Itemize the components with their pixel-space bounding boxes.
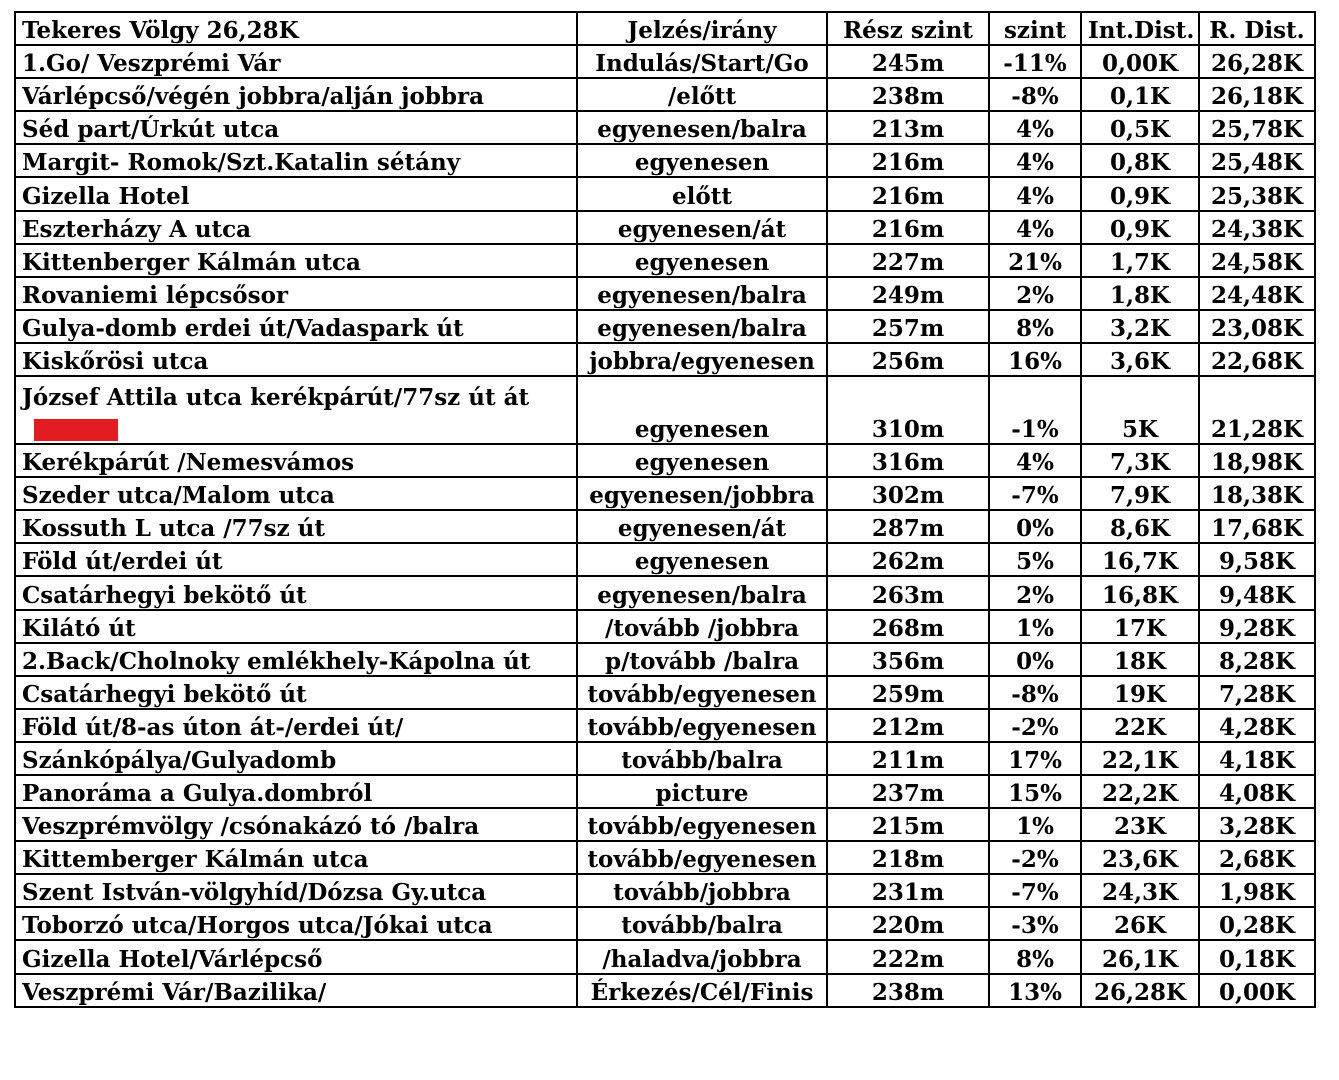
part-level-cell: 259m xyxy=(827,676,989,709)
int-dist-cell: 0,5K xyxy=(1081,111,1199,144)
r-dist-cell: 24,48K xyxy=(1199,277,1315,310)
part-level-cell: 213m xyxy=(827,111,989,144)
direction-cell: tovább/balra xyxy=(577,907,827,940)
header-int-dist: Int.Dist. xyxy=(1081,12,1199,45)
part-level-cell: 302m xyxy=(827,477,989,510)
int-dist-cell: 22K xyxy=(1081,709,1199,742)
waypoint-name-cell: 1.Go/ Veszprémi Vár xyxy=(15,45,577,78)
table-row xyxy=(15,610,1315,643)
r-dist-cell: 26,28K xyxy=(1199,45,1315,78)
waypoint-name-cell: Gulya-domb erdei út/Vadaspark út xyxy=(15,310,577,343)
waypoint-name-cell: Kilátó út xyxy=(15,610,577,643)
level-cell: 1% xyxy=(989,808,1081,841)
int-dist-cell: 18K xyxy=(1081,643,1199,676)
waypoint-name-cell: Kittenberger Kálmán utca xyxy=(15,244,577,277)
red-marker xyxy=(34,419,118,441)
direction-cell: egyenesen/balra xyxy=(577,576,827,609)
r-dist-cell: 0,18K xyxy=(1199,940,1315,973)
table-row xyxy=(15,177,1315,210)
int-dist-cell: 7,9K xyxy=(1081,477,1199,510)
level-cell: -3% xyxy=(989,907,1081,940)
level-cell: 21% xyxy=(989,244,1081,277)
waypoint-name-cell: Gizella Hotel xyxy=(15,177,577,210)
table-row xyxy=(15,244,1315,277)
direction-cell: tovább/egyenesen xyxy=(577,841,827,874)
direction-cell: egyenesen xyxy=(577,244,827,277)
r-dist-cell: 9,48K xyxy=(1199,576,1315,609)
part-level-cell: 220m xyxy=(827,907,989,940)
direction-cell: egyenesen/balra xyxy=(577,111,827,144)
level-cell: -8% xyxy=(989,78,1081,111)
level-cell: 2% xyxy=(989,277,1081,310)
r-dist-cell: 3,28K xyxy=(1199,808,1315,841)
part-level-cell: 218m xyxy=(827,841,989,874)
level-cell: 4% xyxy=(989,444,1081,477)
direction-cell: Érkezés/Cél/Finis xyxy=(577,974,827,1007)
direction-cell: tovább/egyenesen xyxy=(577,676,827,709)
direction-cell: /előtt xyxy=(577,78,827,111)
r-dist-cell: 8,28K xyxy=(1199,643,1315,676)
int-dist-cell: 16,8K xyxy=(1081,576,1199,609)
r-dist-cell: 21,28K xyxy=(1199,376,1315,444)
route-table xyxy=(14,11,1316,1008)
r-dist-cell: 25,78K xyxy=(1199,111,1315,144)
level-cell: 4% xyxy=(989,111,1081,144)
r-dist-cell: 4,18K xyxy=(1199,742,1315,775)
int-dist-cell: 16,7K xyxy=(1081,543,1199,576)
table-row xyxy=(15,874,1315,907)
table-row xyxy=(15,808,1315,841)
level-cell: -11% xyxy=(989,45,1081,78)
int-dist-cell: 23K xyxy=(1081,808,1199,841)
waypoint-name-cell: Veszprémvölgy /csónakázó tó /balra xyxy=(15,808,577,841)
part-level-cell: 212m xyxy=(827,709,989,742)
direction-cell: tovább/balra xyxy=(577,742,827,775)
table-row xyxy=(15,111,1315,144)
waypoint-name-cell: Toborzó utca/Horgos utca/Jókai utca xyxy=(15,907,577,940)
int-dist-cell: 7,3K xyxy=(1081,444,1199,477)
level-cell: -2% xyxy=(989,709,1081,742)
part-level-cell: 216m xyxy=(827,211,989,244)
waypoint-name-cell: Kossuth L utca /77sz út xyxy=(15,510,577,543)
int-dist-cell: 26,1K xyxy=(1081,940,1199,973)
direction-cell: egyenesen/balra xyxy=(577,277,827,310)
waypoint-name-cell: Veszprémi Vár/Bazilika/ xyxy=(15,974,577,1007)
table-row xyxy=(15,643,1315,676)
table-row xyxy=(15,907,1315,940)
level-cell: 1% xyxy=(989,610,1081,643)
r-dist-cell: 0,00K xyxy=(1199,974,1315,1007)
direction-cell: egyenesen xyxy=(577,543,827,576)
waypoint-name-cell: Csatárhegyi bekötő út xyxy=(15,676,577,709)
r-dist-cell: 24,58K xyxy=(1199,244,1315,277)
table-row xyxy=(15,543,1315,576)
int-dist-cell: 3,6K xyxy=(1081,343,1199,376)
int-dist-cell: 26K xyxy=(1081,907,1199,940)
table-row xyxy=(15,45,1315,78)
table-row xyxy=(15,510,1315,543)
r-dist-cell: 4,08K xyxy=(1199,775,1315,808)
r-dist-cell: 26,18K xyxy=(1199,78,1315,111)
r-dist-cell: 24,38K xyxy=(1199,211,1315,244)
int-dist-cell: 26,28K xyxy=(1081,974,1199,1007)
part-level-cell: 257m xyxy=(827,310,989,343)
table-row xyxy=(15,310,1315,343)
waypoint-name-cell: Várlépcső/végén jobbra/alján jobbra xyxy=(15,78,577,111)
int-dist-cell: 0,8K xyxy=(1081,144,1199,177)
table-row xyxy=(15,676,1315,709)
part-level-cell: 287m xyxy=(827,510,989,543)
level-cell: -2% xyxy=(989,841,1081,874)
waypoint-name-cell: Kiskőrösi utca xyxy=(15,343,577,376)
direction-cell: jobbra/egyenesen xyxy=(577,343,827,376)
direction-cell: egyenesen/jobbra xyxy=(577,477,827,510)
level-cell: -8% xyxy=(989,676,1081,709)
level-cell: 2% xyxy=(989,576,1081,609)
r-dist-cell: 1,98K xyxy=(1199,874,1315,907)
table-row xyxy=(15,742,1315,775)
waypoint-name-cell: Szánkópálya/Gulyadomb xyxy=(15,742,577,775)
direction-cell: egyenesen xyxy=(577,144,827,177)
r-dist-cell: 25,48K xyxy=(1199,144,1315,177)
int-dist-cell: 3,2K xyxy=(1081,310,1199,343)
table-row xyxy=(15,211,1315,244)
direction-cell: tovább/egyenesen xyxy=(577,808,827,841)
r-dist-cell: 0,28K xyxy=(1199,907,1315,940)
int-dist-cell: 23,6K xyxy=(1081,841,1199,874)
int-dist-cell: 1,7K xyxy=(1081,244,1199,277)
part-level-cell: 245m xyxy=(827,45,989,78)
int-dist-cell: 0,9K xyxy=(1081,211,1199,244)
table-row xyxy=(15,477,1315,510)
direction-cell: p/tovább /balra xyxy=(577,643,827,676)
direction-cell: egyenesen xyxy=(577,376,827,444)
part-level-cell: 227m xyxy=(827,244,989,277)
table-row xyxy=(15,277,1315,310)
direction-cell: tovább/egyenesen xyxy=(577,709,827,742)
waypoint-name-cell: Eszterházy A utca xyxy=(15,211,577,244)
r-dist-cell: 17,68K xyxy=(1199,510,1315,543)
part-level-cell: 216m xyxy=(827,144,989,177)
direction-cell: /haladva/jobbra xyxy=(577,940,827,973)
int-dist-cell: 0,9K xyxy=(1081,177,1199,210)
direction-cell: tovább/jobbra xyxy=(577,874,827,907)
int-dist-cell: 24,3K xyxy=(1081,874,1199,907)
waypoint-name-cell: 2.Back/Cholnoky emlékhely-Kápolna út xyxy=(15,643,577,676)
part-level-cell: 231m xyxy=(827,874,989,907)
direction-cell: Indulás/Start/Go xyxy=(577,45,827,78)
table-row xyxy=(15,974,1315,1007)
level-cell: 4% xyxy=(989,177,1081,210)
level-cell: -7% xyxy=(989,874,1081,907)
table-row xyxy=(15,376,1315,444)
level-cell: 4% xyxy=(989,211,1081,244)
r-dist-cell: 9,58K xyxy=(1199,543,1315,576)
r-dist-cell: 18,38K xyxy=(1199,477,1315,510)
level-cell: 4% xyxy=(989,144,1081,177)
direction-cell: /tovább /jobbra xyxy=(577,610,827,643)
waypoint-name-cell xyxy=(15,376,577,444)
level-cell: 0% xyxy=(989,643,1081,676)
direction-cell: egyenesen/át xyxy=(577,510,827,543)
waypoint-name-cell: Séd part/Úrkút utca xyxy=(15,111,577,144)
int-dist-cell: 5K xyxy=(1081,376,1199,444)
part-level-cell: 216m xyxy=(827,177,989,210)
r-dist-cell: 7,28K xyxy=(1199,676,1315,709)
direction-cell: egyenesen xyxy=(577,444,827,477)
part-level-cell: 262m xyxy=(827,543,989,576)
r-dist-cell: 18,98K xyxy=(1199,444,1315,477)
part-level-cell: 316m xyxy=(827,444,989,477)
direction-cell: egyenesen/át xyxy=(577,211,827,244)
waypoint-name-cell: Margit- Romok/Szt.Katalin sétány xyxy=(15,144,577,177)
table-row xyxy=(15,144,1315,177)
int-dist-cell: 0,1K xyxy=(1081,78,1199,111)
header-r-dist: R. Dist. xyxy=(1199,12,1315,45)
part-level-cell: 211m xyxy=(827,742,989,775)
table-row xyxy=(15,78,1315,111)
part-level-cell: 356m xyxy=(827,643,989,676)
level-cell: 16% xyxy=(989,343,1081,376)
level-cell: 8% xyxy=(989,310,1081,343)
waypoint-name-cell: Panoráma a Gulya.dombról xyxy=(15,775,577,808)
waypoint-name-cell: Kerékpárút /Nemesvámos xyxy=(15,444,577,477)
level-cell: 15% xyxy=(989,775,1081,808)
part-level-cell: 215m xyxy=(827,808,989,841)
r-dist-cell: 9,28K xyxy=(1199,610,1315,643)
table-row xyxy=(15,576,1315,609)
part-level-cell: 238m xyxy=(827,974,989,1007)
waypoint-name-cell: Szent István-völgyhíd/Dózsa Gy.utca xyxy=(15,874,577,907)
part-level-cell: 268m xyxy=(827,610,989,643)
direction-cell: előtt xyxy=(577,177,827,210)
level-cell: -7% xyxy=(989,477,1081,510)
int-dist-cell: 8,6K xyxy=(1081,510,1199,543)
r-dist-cell: 2,68K xyxy=(1199,841,1315,874)
int-dist-cell: 22,1K xyxy=(1081,742,1199,775)
waypoint-name-cell: Rovaniemi lépcsősor xyxy=(15,277,577,310)
table-row xyxy=(15,841,1315,874)
level-cell: -1% xyxy=(989,376,1081,444)
r-dist-cell: 23,08K xyxy=(1199,310,1315,343)
part-level-cell: 238m xyxy=(827,78,989,111)
level-cell: 17% xyxy=(989,742,1081,775)
table-row xyxy=(15,444,1315,477)
header-part-level: Rész szint xyxy=(827,12,989,45)
waypoint-name-cell: Föld út/erdei út xyxy=(15,543,577,576)
r-dist-cell: 25,38K xyxy=(1199,177,1315,210)
int-dist-cell: 17K xyxy=(1081,610,1199,643)
waypoint-name: József Attila utca kerékpárút/77sz út át xyxy=(22,384,530,412)
part-level-cell: 249m xyxy=(827,277,989,310)
part-level-cell: 237m xyxy=(827,775,989,808)
route-title: Tekeres Völgy 26,28K xyxy=(15,12,577,45)
r-dist-cell: 4,28K xyxy=(1199,709,1315,742)
waypoint-name-cell: Gizella Hotel/Várlépcső xyxy=(15,940,577,973)
int-dist-cell: 0,00K xyxy=(1081,45,1199,78)
waypoint-name-cell: Szeder utca/Malom utca xyxy=(15,477,577,510)
int-dist-cell: 22,2K xyxy=(1081,775,1199,808)
part-level-cell: 222m xyxy=(827,940,989,973)
table-row xyxy=(15,940,1315,973)
header-direction: Jelzés/irány xyxy=(577,12,827,45)
int-dist-cell: 19K xyxy=(1081,676,1199,709)
table-row xyxy=(15,343,1315,376)
level-cell: 0% xyxy=(989,510,1081,543)
part-level-cell: 256m xyxy=(827,343,989,376)
r-dist-cell: 22,68K xyxy=(1199,343,1315,376)
waypoint-name-cell: Föld út/8-as úton át-/erdei út/ xyxy=(15,709,577,742)
header-level: szint xyxy=(989,12,1081,45)
part-level-cell: 310m xyxy=(827,376,989,444)
level-cell: 5% xyxy=(989,543,1081,576)
waypoint-name-cell: Csatárhegyi bekötő út xyxy=(15,576,577,609)
direction-cell: picture xyxy=(577,775,827,808)
level-cell: 13% xyxy=(989,974,1081,1007)
table-row xyxy=(15,709,1315,742)
table-row xyxy=(15,775,1315,808)
header-row xyxy=(15,12,1315,45)
level-cell: 8% xyxy=(989,940,1081,973)
route-rows xyxy=(15,45,1315,1007)
waypoint-name-cell: Kittemberger Kálmán utca xyxy=(15,841,577,874)
int-dist-cell: 1,8K xyxy=(1081,277,1199,310)
direction-cell: egyenesen/balra xyxy=(577,310,827,343)
part-level-cell: 263m xyxy=(827,576,989,609)
